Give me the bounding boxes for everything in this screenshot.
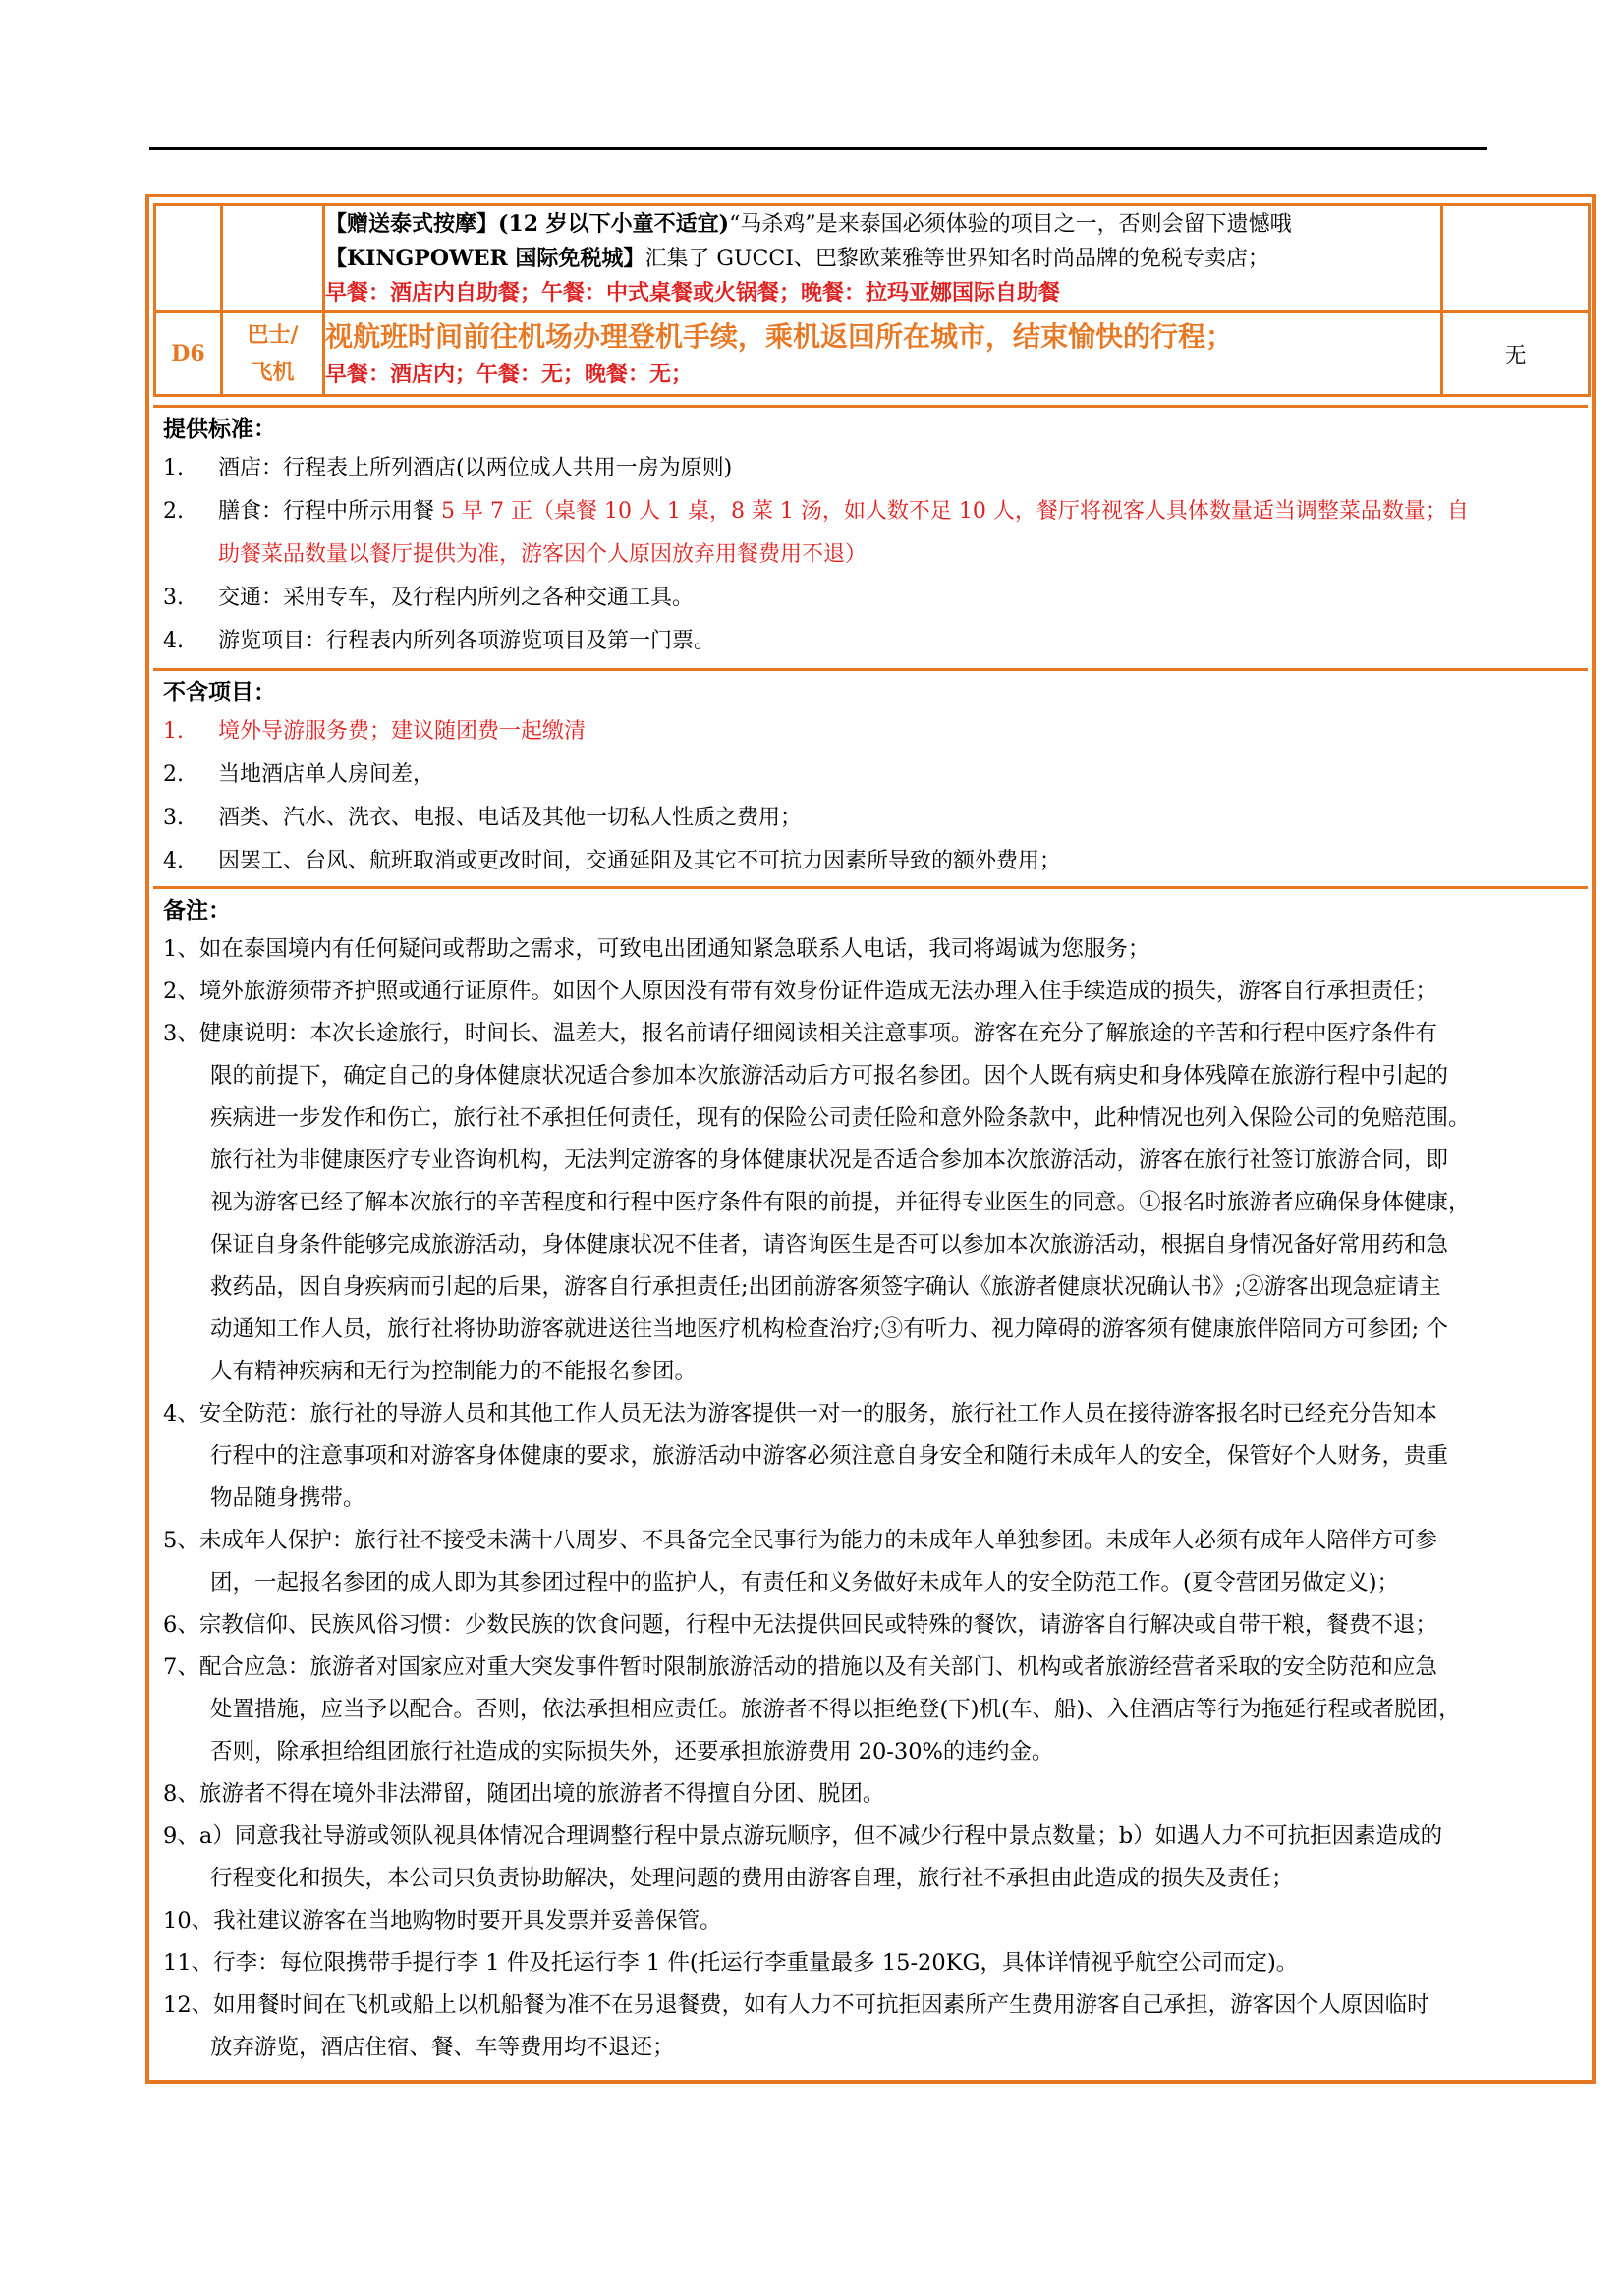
- note-text: 疾病进一步发作和伤亡，旅行社不承担任何责任，现有的保险公司责任险和意外险条款中，此种情况也列入保险公司的免赔范围。: [210, 1105, 1471, 1131]
- note-item: [163, 971, 1580, 1013]
- kingpower-title: 【KINGPOWER 国际免税城】: [325, 246, 645, 271]
- item-number: 3.: [163, 806, 184, 830]
- item-number: 1.: [163, 456, 184, 480]
- transport-label: [222, 312, 324, 396]
- item-text: 因罢工、台风、航班取消或更改时间，交通延阻及其它不可抗力因素所导致的额外费用；: [218, 849, 1062, 873]
- note-item-cont: [163, 1351, 1580, 1393]
- note-item-cont: [163, 1562, 1580, 1604]
- meal-text-plain: 膳食：行程中所示用餐: [218, 499, 441, 524]
- kingpower-line: [325, 242, 1440, 276]
- exclusions-title: 不含项目：: [163, 679, 276, 705]
- note-item-cont: [163, 1309, 1580, 1351]
- note-number: 6、: [163, 1612, 199, 1638]
- exclusions-item: [163, 840, 1580, 883]
- item-text: 酒类、汽水、洗衣、电报、电话及其他一切私人性质之费用；: [218, 806, 803, 830]
- note-item-cont: [163, 1055, 1580, 1097]
- note-text: 我社建议游客在当地购物时要开具发票并妥善保管。: [213, 1908, 722, 1933]
- standards-item: [163, 620, 1580, 663]
- note-item-cont: [163, 1182, 1580, 1224]
- note-number: 1、: [163, 936, 199, 962]
- item-number: 1.: [163, 719, 184, 744]
- note-text: a）同意我社导游或领队视具体情况合理调整行程中景点游玩顺序，但不减少行程中景点数量；b）如遇人力不可抗拒因素造成的: [198, 1823, 1443, 1849]
- note-item-cont: [163, 1435, 1580, 1478]
- note-item: [163, 1604, 1580, 1647]
- day-label: D6: [155, 312, 222, 396]
- standards-title: 提供标准：: [163, 416, 276, 442]
- note-text: 限的前提下，确定自己的身体健康状况适合参加本次旅游活动后方可报名参团。因个人既有病史和身体残障在旅游行程中引起的: [210, 1063, 1449, 1089]
- meals-line: 早餐：酒店内自助餐；午餐：中式桌餐或火锅餐；晚餐：拉玛亚娜国际自助餐: [325, 280, 1061, 306]
- note-item-cont: [163, 1140, 1580, 1182]
- exclusions-item: [163, 710, 1580, 754]
- note-number: 4、: [163, 1401, 199, 1427]
- header-rule: [149, 147, 1487, 150]
- note-text: 行李：每位限携带手提行李 1 件及托运行李 1 件(托运行李重量最多 15-20KG，具体详情视乎航空公司而定)。: [213, 1950, 1299, 1976]
- item-text: 游览项目：行程表内所列各项游览项目及第一门票。: [218, 629, 716, 653]
- note-number: 11、: [163, 1950, 214, 1976]
- note-number: 8、: [163, 1781, 199, 1807]
- note-number: 7、: [163, 1654, 199, 1680]
- item-number: 3.: [163, 586, 184, 610]
- note-text: 行程中的注意事项和对游客身体健康的要求，旅游活动中游客必须注意自身安全和随行未成年人的安全，保管好个人财务，贵重: [210, 1443, 1449, 1469]
- standards-item: [163, 577, 1580, 620]
- note-item: [163, 1985, 1580, 2027]
- item-text: [218, 490, 1469, 533]
- note-item-cont: [163, 1224, 1580, 1266]
- massage-desc: “马杀鸡”是来泰国必须体验的项目之一，否则会留下遗憾哦: [729, 212, 1292, 237]
- massage-title: 【赠送泰式按摩】(12 岁以下小童不适宜): [325, 211, 730, 237]
- note-text: 否则，除承担给组团旅行社造成的实际损失外，还要承担旅游费用 20-30%的违约金。: [210, 1739, 1054, 1764]
- note-text: 保证自身条件能够完成旅游活动，身体健康状况不佳者，请咨询医生是否可以参加本次旅游活动，根据自身情况备好常用药和急: [210, 1232, 1449, 1258]
- day-cell-empty: [155, 205, 222, 312]
- hotel-label: 无: [1442, 312, 1590, 396]
- note-number: 9、: [163, 1823, 199, 1849]
- note-number: 2、: [163, 979, 199, 1004]
- item-text: 交通：采用专车，及行程内所列之各种交通工具。: [218, 586, 695, 610]
- hotel-cell-empty: [1442, 205, 1590, 312]
- note-number: 10、: [163, 1908, 214, 1933]
- meals-line-d6: 早餐：酒店内；午餐：无；晚餐：无；: [325, 362, 694, 387]
- standards-item-cont: [163, 533, 1580, 577]
- note-item-cont: [163, 1266, 1580, 1309]
- item-number: 2.: [163, 499, 184, 524]
- note-text: 行程变化和损失，本公司只负责协助解决，处理问题的费用由游客自理，旅行社不承担由此造成的损失及责任；: [210, 1866, 1294, 1891]
- note-text: 物品随身携带。: [210, 1485, 365, 1511]
- itinerary-table: [153, 203, 1591, 397]
- activity-cell: [324, 205, 1442, 312]
- note-text: 救药品，因自身疾病而引起的后果，游客自行承担责任;出团前游客须签字确认《旅游者健康状况确认书》;②游客出现急症请主: [210, 1274, 1441, 1300]
- note-text: 配合应急：旅游者对国家应对重大突发事件暂时限制旅游活动的措施以及有关部门、机构或者旅游经营者采取的安全防范和应急: [198, 1654, 1437, 1680]
- meal-text-red-cont: 助餐菜品数量以餐厅提供为准，游客因个人原因放弃用餐费用不退）: [218, 542, 868, 567]
- note-text: 如用餐时间在飞机或船上以机船餐为准不在另退餐费，如有人力不可抗拒因素所产生费用游客自己承担，游客因个人原因临时: [213, 1992, 1429, 2018]
- item-text: 当地酒店单人房间差，: [218, 762, 435, 787]
- item-text: 酒店：行程表上所列酒店(以两位成人共用一房为原则): [218, 456, 733, 480]
- notes-title: 备注：: [163, 897, 231, 924]
- exclusions-item: [163, 754, 1580, 797]
- note-item: [163, 1013, 1580, 1055]
- item-text: 境外导游服务费；建议随团费一起缴清: [218, 719, 587, 744]
- note-text: 安全防范：旅行社的导游人员和其他工作人员无法为游客提供一对一的服务，旅行社工作人员在接待游客报名时已经充分告知本: [198, 1401, 1437, 1427]
- note-item-cont: [163, 1689, 1580, 1731]
- standards-item: [163, 490, 1580, 533]
- note-text: 健康说明：本次长途旅行，时间长、温差大，报名前请仔细阅读相关注意事项。游客在充分了解旅途的辛苦和行程中医疗条件有: [198, 1021, 1437, 1046]
- note-text: 境外旅游须带齐护照或通行证原件。如因个人原因没有带有效身份证件造成无法办理入住手续造成的损失，游客自行承担责任；: [198, 979, 1437, 1004]
- activity-cell-d6: [324, 312, 1442, 396]
- note-text: 团，一起报名参团的成人即为其参团过程中的监护人，有责任和义务做好未成年人的安全防范工作。(夏令营团另做定义)；: [210, 1570, 1400, 1596]
- note-text: 放弃游览，酒店住宿、餐、车等费用均不退还；: [210, 2035, 675, 2060]
- note-text: 处置措施，应当予以配合。否则，依法承担相应责任。旅游者不得以拒绝登(下)机(车、船)、入住酒店等行为拖延行程或者脱团，: [210, 1697, 1461, 1722]
- transport-line-1: 巴士/: [247, 322, 299, 348]
- note-text: 如在泰国境内有任何疑问或帮助之需求，可致电出团通知紧急联系人电话，我司将竭诚为您服务；: [198, 936, 1150, 962]
- note-number: 5、: [163, 1528, 199, 1553]
- note-item: [163, 1942, 1580, 1985]
- note-number: 12、: [163, 1992, 214, 2018]
- note-item: [163, 1816, 1580, 1858]
- note-text: 宗教信仰、民族风俗习惯：少数民族的饮食问题，行程中无法提供回民或特殊的餐饮，请游客自行解决或自带干粮，餐费不退；: [198, 1612, 1437, 1638]
- itinerary-row-d5: [155, 205, 1590, 312]
- itinerary-row-d6: [155, 312, 1590, 396]
- kingpower-desc: 汇集了 GUCCI、巴黎欧莱雅等世界知名时尚品牌的免税专卖店；: [644, 247, 1269, 271]
- standards-item: [163, 447, 1580, 490]
- note-item-cont: [163, 2027, 1580, 2069]
- standards-section: [153, 405, 1588, 663]
- note-text: 人有精神疾病和无行为控制能力的不能报名参团。: [210, 1359, 698, 1384]
- note-text: 动通知工作人员，旅行社将协助游客就进送往当地医疗机构检查治疗;③有听力、视力障碍的游客须有健康旅伴陪同方可参团; 个: [210, 1316, 1448, 1342]
- massage-line: [325, 207, 1440, 242]
- note-item-cont: [163, 1858, 1580, 1900]
- transport-cell-empty: [222, 205, 324, 312]
- note-item: [163, 1773, 1580, 1816]
- transport-line-2: 飞机: [251, 360, 295, 385]
- item-number: 4.: [163, 629, 184, 653]
- note-text: 未成年人保护：旅行社不接受未满十八周岁、不具备完全民事行为能力的未成年人单独参团。未成年人必须有成年人陪伴方可参: [198, 1528, 1437, 1553]
- note-text: 旅行社为非健康医疗专业咨询机构，无法判定游客的身体健康状况是否适合参加本次旅游活动，游客在旅行社签订旅游合同，即: [210, 1148, 1449, 1173]
- note-text: 视为游客已经了解本次旅行的辛苦程度和行程中医疗条件有限的前提，并征得专业医生的同意。①报名时旅游者应确保身体健康，: [210, 1190, 1471, 1215]
- note-item: [163, 1900, 1580, 1942]
- exclusions-item: [163, 797, 1580, 840]
- note-number: 3、: [163, 1021, 199, 1046]
- note-item: [163, 1393, 1580, 1435]
- note-item: [163, 1647, 1580, 1689]
- item-number: 2.: [163, 762, 184, 787]
- note-text: 旅游者不得在境外非法滞留，随团出境的旅游者不得擅自分团、脱团。: [198, 1781, 885, 1807]
- note-item-cont: [163, 1097, 1580, 1140]
- exclusions-section: [153, 668, 1588, 883]
- note-item: [163, 1520, 1580, 1562]
- notes-section: [153, 886, 1588, 2069]
- note-item: [163, 928, 1580, 971]
- item-number: 4.: [163, 849, 184, 873]
- note-item-cont: [163, 1731, 1580, 1773]
- note-item-cont: [163, 1478, 1580, 1520]
- activity-text: 视航班时间前往机场办理登机手续，乘机返回所在城市，结束愉快的行程；: [325, 320, 1234, 353]
- meal-text-red: 5 早 7 正（桌餐 10 人 1 桌，8 菜 1 汤，如人数不足 10 人，餐厅将视客人具体数量适当调整菜品数量；自: [441, 499, 1469, 524]
